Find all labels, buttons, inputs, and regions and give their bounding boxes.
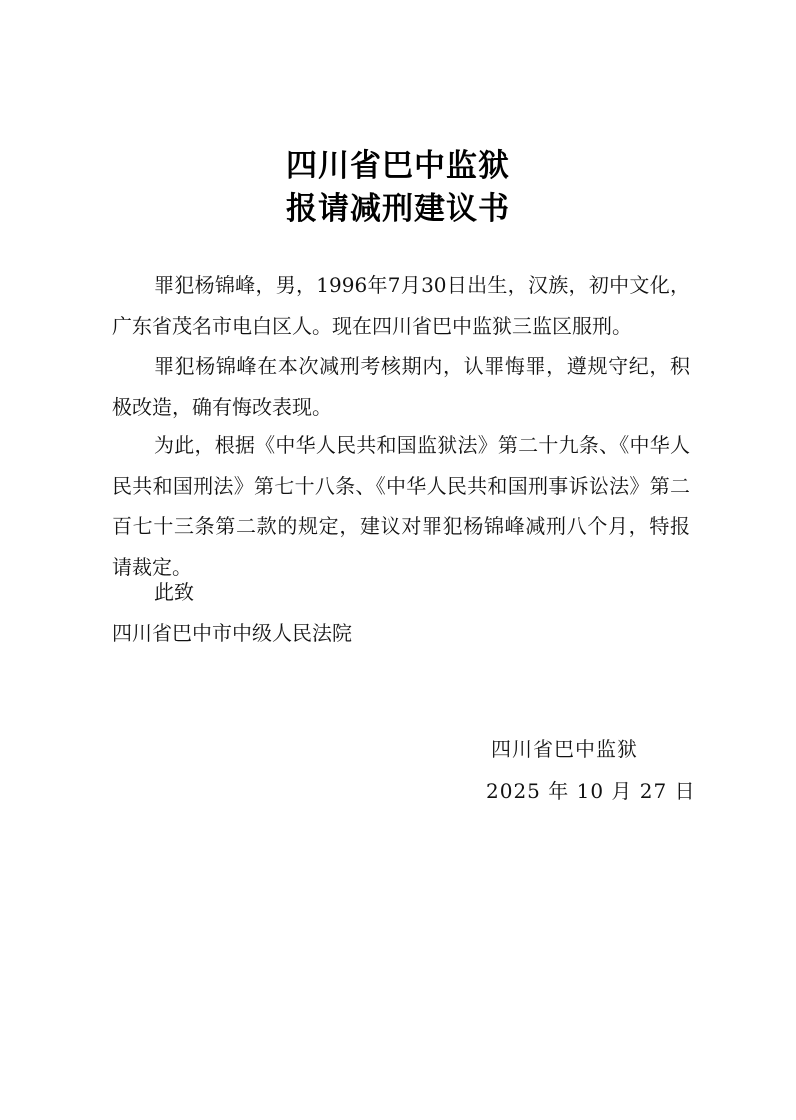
salutation: 此致 bbox=[154, 580, 194, 604]
paragraph-performance: 罪犯杨锦峰在本次减刑考核期内，认罪悔罪，遵规守纪，积极改造，确有悔改表现。 bbox=[112, 354, 690, 419]
signature-organization: 四川省巴中监狱 bbox=[491, 737, 638, 761]
recipient-court: 四川省巴中市中级人民法院 bbox=[112, 621, 352, 645]
paragraph-prisoner-info: 罪犯杨锦峰，男，1996年7月30日出生，汉族，初中文化，广东省茂名市电白区人。现在四川省巴中监狱三监区服刑。 bbox=[112, 273, 690, 338]
paragraph-legal-basis: 为此，根据《中华人民共和国监狱法》第二十九条、《中华人民共和国刑法》第七十八条、《中华人民共和国刑事诉讼法》第二百七十三条第二款的规定，建议对罪犯杨锦峰减刑八个月，特报请裁定。 bbox=[112, 433, 690, 579]
document-title-type: 报请减刑建议书 bbox=[286, 191, 510, 227]
signature-date: 2025 年 10 月 27 日 bbox=[486, 779, 696, 803]
document-title-org: 四川省巴中监狱 bbox=[286, 148, 510, 184]
